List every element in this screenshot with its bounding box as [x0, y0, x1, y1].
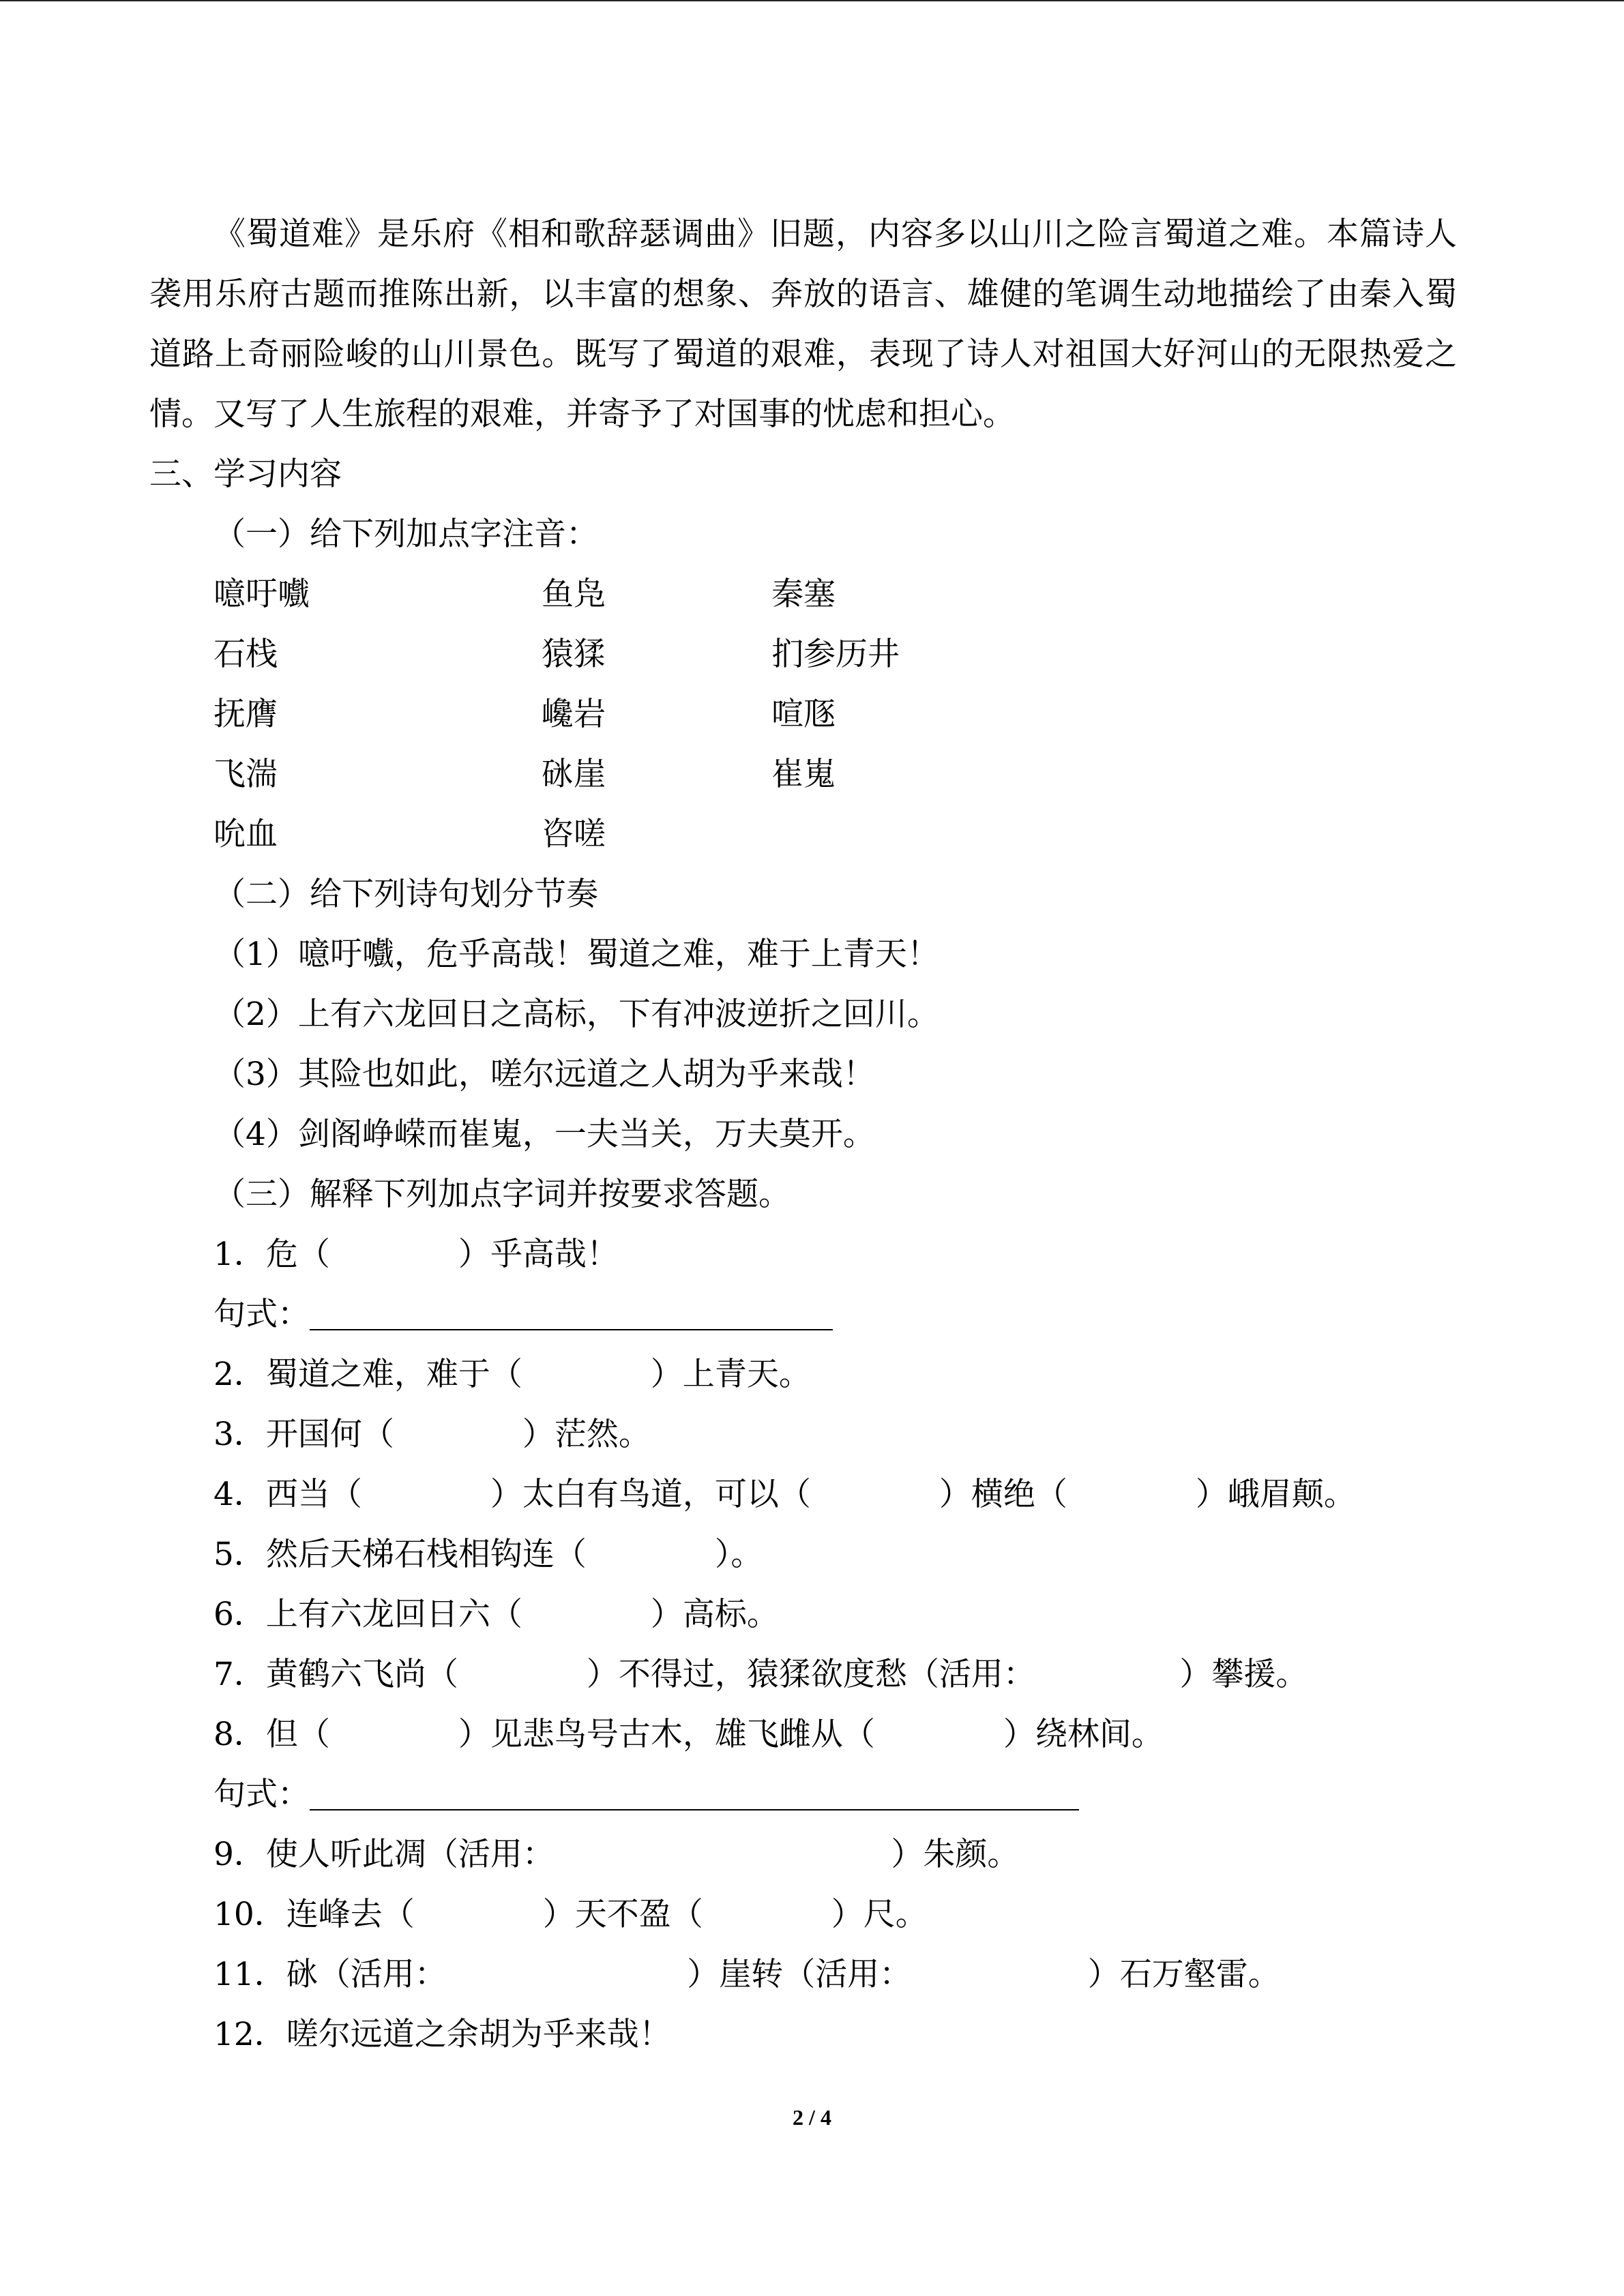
- sentence-pattern-label: 句式：: [213, 1776, 310, 1813]
- rhythm-item-3: （3）其险也如此，嗟尔远道之人胡为乎来哉！: [213, 1056, 875, 1093]
- question-10: 10．连峰去（ ）天不盈（ ）尺。: [213, 1896, 928, 1933]
- phonetic-word: 石栈: [213, 636, 278, 673]
- phonetic-word-row: [149, 625, 1457, 685]
- phonetic-word: 秦塞: [771, 576, 836, 613]
- question-4: 4．西当（ ）太白有鸟道，可以（ ）横绝（ ）峨眉颠。: [213, 1476, 1356, 1513]
- phonetic-word-row: [149, 745, 1457, 805]
- rhythm-item-1: （1）噫吁嚱，危乎高哉！蜀道之难，难于上青天！: [213, 936, 939, 973]
- phonetic-word: 猿猱: [542, 636, 606, 673]
- question-5: 5．然后天梯石栈相钩连（ ）。: [213, 1536, 763, 1573]
- part1-title: （一）给下列加点字注音：: [213, 516, 598, 553]
- page-content: [149, 205, 1457, 2065]
- sentence-pattern-line-1: [149, 1285, 1457, 1345]
- rhythm-item-2: （2）上有六龙回日之高标，下有冲波逆折之回川。: [213, 996, 939, 1033]
- phonetic-word-row: [149, 805, 1457, 865]
- page-number: 2 / 4: [793, 2105, 831, 2130]
- phonetic-word: 抚膺: [213, 696, 278, 733]
- phonetic-word: 噫吁嚱: [213, 576, 310, 613]
- answer-underline: [310, 1782, 1079, 1810]
- question-8: 8．但（ ）见悲鸟号古木，雄飞雌从（ ）绕林间。: [213, 1716, 1164, 1753]
- intro-paragraph-line-3: 道路上奇丽险峻的山川景色。既写了蜀道的艰难，表现了诗人对祖国大好河山的无限热爱之: [149, 336, 1457, 373]
- phonetic-word-empty: [771, 805, 1457, 865]
- answer-underline: [310, 1302, 833, 1330]
- section-heading: 三、学习内容: [149, 456, 342, 493]
- rhythm-item-4: （4）剑阁峥嵘而崔嵬，一夫当关，万夫莫开。: [213, 1116, 875, 1153]
- phonetic-word: 巉岩: [542, 696, 606, 733]
- sentence-pattern-label: 句式：: [213, 1296, 310, 1333]
- question-7: 7．黄鹤六飞尚（ ）不得过，猿猱欲度愁（活用： ）攀援。: [213, 1656, 1308, 1693]
- sentence-pattern-line-2: [149, 1765, 1457, 1825]
- phonetic-word-row: [149, 565, 1457, 625]
- phonetic-word: 砯崖: [542, 756, 606, 793]
- phonetic-word: 飞湍: [213, 756, 278, 793]
- question-12: 12．嗟尔远道之余胡为乎来哉！: [213, 2016, 671, 2053]
- phonetic-word: 鱼凫: [542, 576, 606, 613]
- question-1: 1．危（ ）乎高哉！: [213, 1236, 619, 1273]
- question-11: 11．砯（活用： ）崖转（活用： ）石万壑雷。: [213, 1956, 1280, 1993]
- question-3: 3．开国何（ ）茫然。: [213, 1416, 651, 1453]
- question-2: 2．蜀道之难，难于（ ）上青天。: [213, 1356, 811, 1393]
- top-border-line: [0, 0, 1624, 1]
- question-9: 9．使人听此凋（活用： ）朱颜。: [213, 1836, 1020, 1873]
- intro-paragraph-line-4: 情。又写了人生旅程的艰难，并寄予了对国事的忧虑和担心。: [149, 396, 1015, 433]
- part3-title: （三）解释下列加点字词并按要求答题。: [213, 1176, 791, 1213]
- phonetic-word: 喧豗: [771, 696, 836, 733]
- phonetic-word: 吮血: [213, 816, 278, 853]
- intro-paragraph-line-2: 袭用乐府古题而推陈出新，以丰富的想象、奔放的语言、雄健的笔调生动地描绘了由秦入蜀: [149, 275, 1457, 313]
- phonetic-word: 咨嗟: [542, 816, 606, 853]
- question-6: 6．上有六龙回日六（ ）高标。: [213, 1596, 779, 1633]
- phonetic-word: 崔嵬: [771, 756, 836, 793]
- phonetic-word-row: [149, 685, 1457, 745]
- intro-paragraph-line-1: 《蜀道难》是乐府《相和歌辞瑟调曲》旧题，内容多以山川之险言蜀道之难。本篇诗人: [213, 215, 1457, 253]
- part2-title: （二）给下列诗句划分节奏: [213, 876, 598, 913]
- phonetic-word: 扪参历井: [771, 636, 900, 673]
